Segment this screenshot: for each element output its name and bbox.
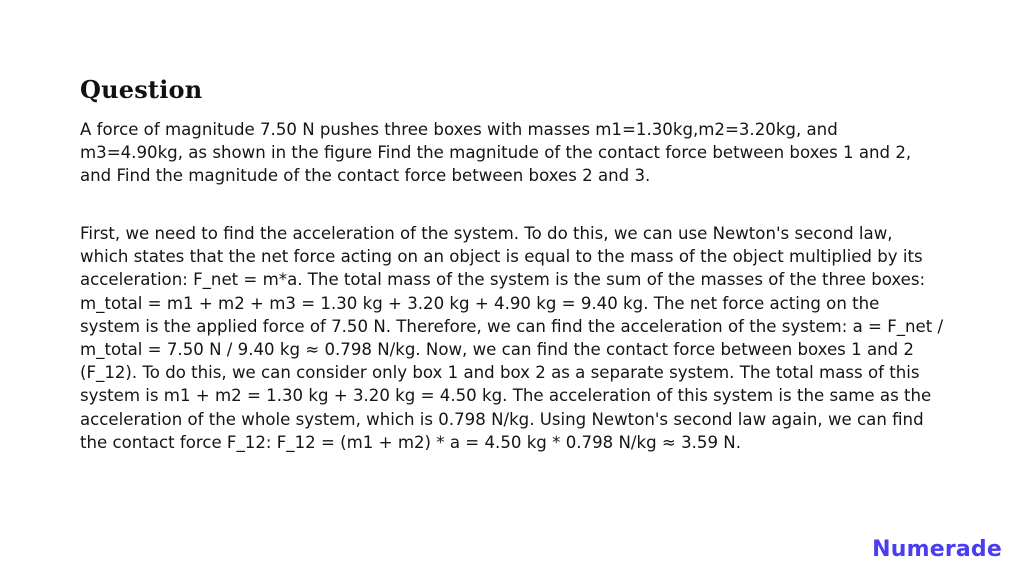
numerade-logo[interactable]: Numerade — [872, 537, 1002, 562]
question-text: A force of magnitude 7.50 N pushes three boxes with masses m1=1.30kg,m2=3.20kg, and m3=4.90kg, as shown in the figure Find the magnitude of the contact force between boxes 1 and 2, and Find the magnitude of the contact force between boxes 2 and 3. — [80, 120, 912, 186]
answer-text: First, we need to find the acceleration of the system. To do this, we can use Newton's second law, which states that the net force acting on an object is equal to the mass of the object multiplied by its acceleration: F_net = m*a. The total mass of the system is the sum of the masses of the three boxes: m_total = m1 + m2 + m3 = 1.30 kg + 3.20 kg + 4.90 kg = 9.40 kg. The net force acting on the system is the applied force of 7.50 N. Therefore, we can find the acceleration of the system: a = F_net / m_total = 7.50 N / 9.40 kg ≈ 0.798 N/kg. Now, we can find the contact force between boxes 1 and 2 (F_12). To do this, we can consider only box 1 and box 2 as a separate system. The total mass of this system is m1 + m2 = 1.30 kg + 3.20 kg = 4.50 kg. The acceleration of this system is the same as the acceleration of the whole system, which is 0.798 N/kg. Using Newton's second law again, we can find the contact force F_12: F_12 = (m1 + m2) * a = 4.50 kg * 0.798 N/kg ≈ 3.59 N. — [80, 224, 944, 452]
question-heading: Question — [80, 75, 203, 104]
